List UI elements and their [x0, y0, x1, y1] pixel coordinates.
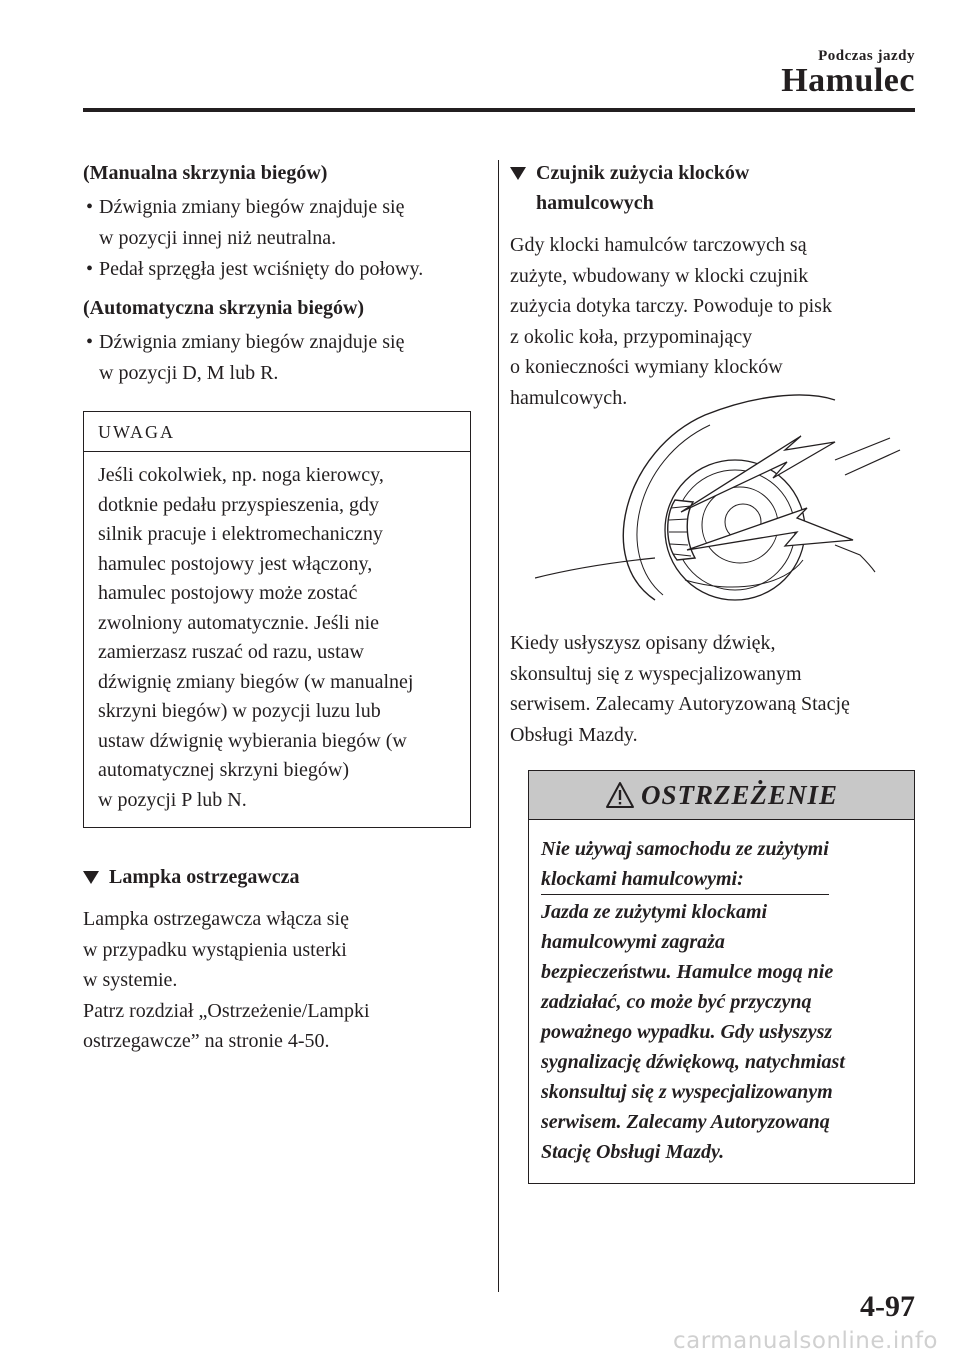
note-label: UWAGA — [84, 412, 470, 452]
after-figure-text: Kiedy usłyszysz opisany dźwięk, skonsultuj się z wyspecjalizowanym serwisem. Zalecamy Autoryzowaną Stację Obsługi Mazdy. — [510, 632, 850, 746]
wear-sensor-heading-text: Czujnik zużycia klocków hamulcowych — [536, 162, 750, 214]
page-title: Hamulec — [781, 62, 915, 99]
warning-body — [529, 820, 914, 1183]
bullet-icon: • — [86, 258, 94, 280]
warning-lamp-heading-text: Lampka ostrzegawcza — [109, 866, 300, 888]
warning-text: Jazda ze zużytymi klockami hamulcowymi zagraża bezpieczeństwu. Hamulce mogą nie zadziałać, co może być przyczyną poważnego wypadku. Gdy usłyszysz sygnalizację dźwiękową, natychmiast skonsultuj się z wyspecjalizowanym serwisem. Zalecamy Autoryzowaną Stację Obsługi Mazdy. — [541, 901, 845, 1163]
wear-sensor-text: Gdy klocki hamulców tarczowych są zużyte, wbudowany w klocki czujnik zużycia dotyka tarczy. Powoduje to pisk z okolic koła, przypominający o konieczności wymiany klocków hamulcowych. — [510, 234, 832, 409]
manual-conditions-list — [83, 192, 473, 285]
watermark: carmanualsonline.info — [672, 1328, 938, 1354]
note-box — [83, 411, 471, 828]
manual-transmission-heading: (Manualna skrzynia biegów) — [83, 162, 328, 184]
automatic-transmission-heading: (Automatyczna skrzynia biegów) — [83, 297, 365, 319]
list-item — [83, 254, 473, 285]
list-item-text: Dźwignia zmiany biegów znajduje się w pozycji innej niż neutralna. — [99, 196, 405, 249]
bullet-icon: • — [86, 196, 94, 218]
triangle-marker-icon — [83, 871, 99, 884]
triangle-marker-icon — [510, 167, 526, 180]
note-text: Jeśli cokolwiek, np. noga kierowcy, dotknie pedału przyspieszenia, gdy silnik pracuje i elektromechaniczny hamulec postojowy jest włączony, hamulec postojowy może zostać zwolniony automatycznie. Jeśli nie zamierzasz ruszać od razu, ustaw dźwignię zmiany biegów (w manualnej skrzyni biegów) w pozycji luzu lub ustaw dźwignię wybierania biegów (w automatycznej skrzyni biegów) w pozycji P lub N. — [98, 464, 414, 811]
header-section-label: Podczas jazdy — [818, 48, 915, 64]
warning-title: Nie używaj samochodu ze zużytymi klockami hamulcowymi: — [541, 834, 829, 895]
page-number: 4-97 — [860, 1290, 915, 1323]
left-column — [83, 158, 473, 1057]
right-column — [510, 158, 915, 413]
wear-sensor-heading — [510, 158, 915, 218]
list-item — [83, 192, 473, 254]
warning-label: OSTRZEŻENIE — [640, 779, 839, 810]
warning-box — [528, 770, 915, 1184]
brake-pad-wear-illustration — [535, 390, 915, 615]
header-rule — [83, 108, 915, 112]
list-item-text: Pedał sprzęgła jest wciśnięty do połowy. — [99, 258, 424, 280]
bullet-icon: • — [86, 331, 94, 353]
warning-lamp-text: Lampka ostrzegawcza włącza się w przypadku wystąpienia usterki w systemie. Patrz rozdział „Ostrzeżenie/Lampki ostrzegawcze” na stronie 4-50. — [83, 908, 370, 1052]
list-item-text: Dźwignia zmiany biegów znajduje się w pozycji D, M lub R. — [99, 331, 405, 384]
automatic-conditions-list — [83, 327, 473, 389]
warning-header — [529, 771, 914, 820]
column-divider — [498, 160, 499, 1292]
list-item — [83, 327, 473, 389]
warning-triangle-icon — [605, 781, 635, 809]
warning-lamp-heading — [83, 862, 473, 892]
